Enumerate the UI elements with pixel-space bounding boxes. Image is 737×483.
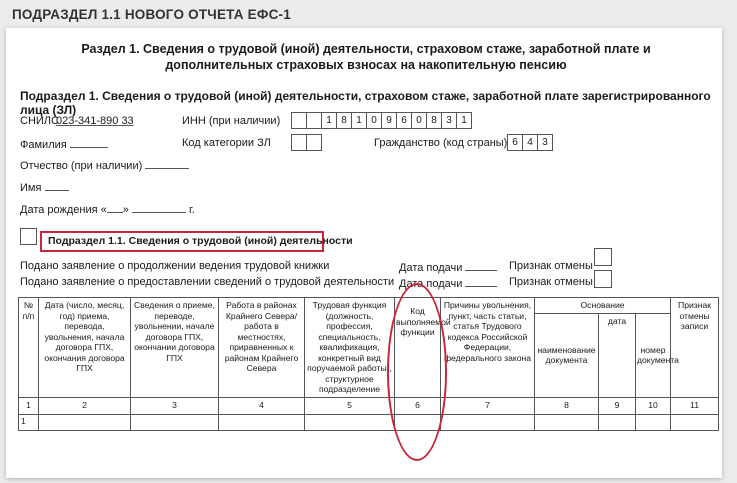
patronymic-blank[interactable]: [145, 158, 189, 169]
col-header-number: № п/п: [19, 298, 39, 398]
submit-date-text-2: Дата подачи: [399, 278, 463, 290]
birth-month-blank[interactable]: [132, 202, 186, 213]
column-number-row: [19, 397, 719, 414]
col-number: 5: [305, 397, 395, 414]
col-header-doc-name: наименование документа: [535, 313, 599, 397]
digit-cell[interactable]: 3: [442, 113, 457, 128]
snils-label: СНИЛС: [20, 115, 59, 127]
subsection-checkbox[interactable]: [20, 228, 37, 245]
col-number: 11: [671, 397, 719, 414]
inn-cells[interactable]: [291, 112, 472, 129]
inn-label: ИНН (при наличии): [182, 115, 281, 127]
col-header-function: Трудовая функция (должность, профессия, специальность, квалификация, конкретный вид поручаемой работы), структурное подразделение: [305, 298, 395, 398]
digit-cell[interactable]: 1: [457, 113, 472, 128]
table-cell[interactable]: [441, 414, 535, 430]
col-header-doc-date: дата: [599, 313, 636, 397]
birth-date-label-text: Дата рождения «: [20, 204, 107, 216]
col-number: 4: [219, 397, 305, 414]
digit-cell[interactable]: 8: [427, 113, 442, 128]
snils-value[interactable]: 023-341-890 33: [56, 115, 134, 127]
digit-cell[interactable]: 0: [412, 113, 427, 128]
table-cell[interactable]: [535, 414, 599, 430]
col-number: 9: [599, 397, 636, 414]
col-header-function-code: Код выполняемой функции: [395, 298, 441, 398]
col-number: 3: [131, 397, 219, 414]
cancel-label-2: Признак отмены: [509, 276, 593, 288]
submit-date-label-1: [399, 260, 497, 274]
col-number: 2: [39, 397, 131, 414]
digit-cell[interactable]: 1: [322, 113, 337, 128]
category-cell[interactable]: [307, 135, 322, 150]
cancel-label-1: Признак отмены: [509, 260, 593, 272]
patronymic-label: [20, 158, 189, 172]
activity-table: [18, 297, 719, 431]
col-number: 8: [535, 397, 599, 414]
col-number: 7: [441, 397, 535, 414]
name-label: [20, 180, 69, 194]
table-cell[interactable]: [305, 414, 395, 430]
col-header-doc-number: номер документа: [636, 313, 671, 397]
col-number: 1: [19, 397, 39, 414]
surname-label-text: Фамилия: [20, 139, 67, 151]
cancel-checkbox-1[interactable]: [594, 248, 612, 266]
statement-provide-info: Подано заявление о предоставлении сведений о трудовой деятельности: [20, 276, 395, 288]
section-title: Раздел 1. Сведения о трудовой (иной) деятельности, страховом стаже, заработной плате и дополнительных страховых взносах на накопительную пенсию: [81, 42, 651, 72]
category-cells[interactable]: [291, 134, 322, 151]
name-label-text: Имя: [20, 182, 42, 194]
col-header-basis: Основание: [535, 298, 671, 314]
table-cell[interactable]: [39, 414, 131, 430]
digit-cell[interactable]: 4: [523, 135, 538, 150]
table-cell[interactable]: [599, 414, 636, 430]
digit-cell[interactable]: 6: [508, 135, 523, 150]
col-header-date: Дата (число, месяц, год) приема, перевода, увольнения, начала договора ГПХ, окончания договора ГПХ: [39, 298, 131, 398]
digit-cell[interactable]: [292, 113, 307, 128]
birth-date-quote: »: [122, 204, 129, 216]
page-heading: ПОДРАЗДЕЛ 1.1 НОВОГО ОТЧЕТА ЕФС-1: [12, 7, 291, 22]
category-cell[interactable]: [292, 135, 307, 150]
row-number: 1: [19, 414, 39, 430]
table-row: [19, 414, 719, 430]
col-number: 10: [636, 397, 671, 414]
birth-day-blank[interactable]: [107, 202, 123, 213]
col-header-cancel: Признак отмены записи: [671, 298, 719, 398]
surname-label: [20, 137, 108, 151]
digit-cell[interactable]: 9: [382, 113, 397, 128]
subsection-1-1-title: Подраздел 1.1. Сведения о трудовой (иной) деятельности: [40, 231, 324, 252]
submit-date-blank-1[interactable]: [465, 260, 497, 271]
citizenship-label: Гражданство (код страны): [374, 137, 508, 149]
digit-cell[interactable]: 0: [367, 113, 382, 128]
digit-cell[interactable]: 3: [538, 135, 553, 150]
category-label: Код категории ЗЛ: [182, 137, 271, 149]
table-cell[interactable]: [131, 414, 219, 430]
table-cell[interactable]: [636, 414, 671, 430]
patronymic-label-text: Отчество (при наличии): [20, 160, 143, 172]
birth-date-label: [20, 202, 195, 216]
subsection-title: Подраздел 1. Сведения о трудовой (иной) деятельности, страховом стаже, заработной плате зарегистрированного лица (ЗЛ): [20, 89, 711, 117]
table-cell[interactable]: [395, 414, 441, 430]
digit-cell[interactable]: [307, 113, 322, 128]
table-header-row: [19, 298, 719, 314]
table-cell[interactable]: [671, 414, 719, 430]
citizenship-cells[interactable]: [507, 134, 553, 151]
digit-cell[interactable]: 1: [352, 113, 367, 128]
submit-date-label-2: [399, 276, 497, 290]
col-number: 6: [395, 397, 441, 414]
col-header-north: Работа в районах Крайнего Севера/ работа в местностях, приравненных к районам Крайнего Севера: [219, 298, 305, 398]
col-header-info: Сведения о приеме, переводе, увольнении, начале договора ГПХ, окончании договора ГПХ: [131, 298, 219, 398]
submit-date-text-1: Дата подачи: [399, 262, 463, 274]
digit-cell[interactable]: 8: [337, 113, 352, 128]
form-sheet: [6, 28, 722, 478]
surname-blank[interactable]: [70, 137, 108, 148]
col-header-reasons: Причины увольнения, пункт, часть статьи, статья Трудового кодекса Российской Федерации, федерального закона: [441, 298, 535, 398]
name-blank[interactable]: [45, 180, 69, 191]
submit-date-blank-2[interactable]: [465, 276, 497, 287]
table-cell[interactable]: [219, 414, 305, 430]
statement-continue-book: Подано заявление о продолжении ведения трудовой книжки: [20, 260, 330, 272]
digit-cell[interactable]: 6: [397, 113, 412, 128]
birth-year-suffix: г.: [189, 204, 195, 216]
cancel-checkbox-2[interactable]: [594, 270, 612, 288]
